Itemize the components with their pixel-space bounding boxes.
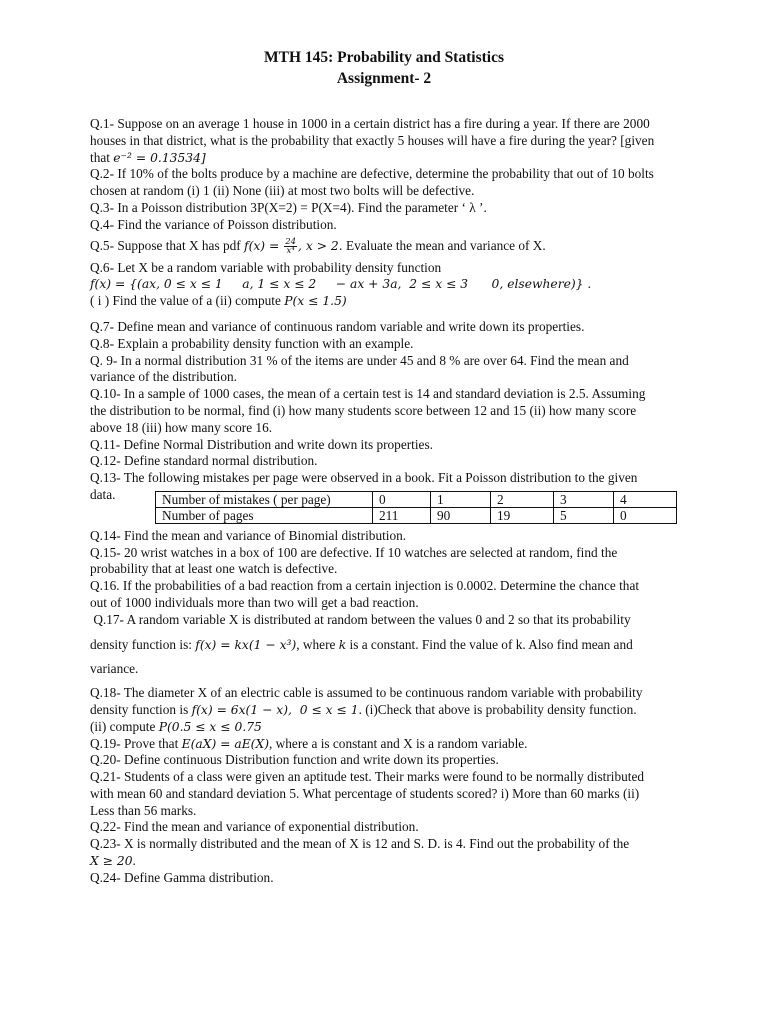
question-list: [90, 116, 700, 887]
q19: [90, 736, 700, 753]
q6-line-1: Q.6- Let X be a random variable with probability density function: [90, 259, 442, 275]
q17-math: f(x) = kx(1 − x³): [195, 637, 297, 652]
q20: Q.20- Define continuous Distribution function and write down its properties.: [90, 752, 499, 768]
q6-text: ( i ) Find the value of a (ii) compute: [90, 293, 285, 309]
q18-line-1: Q.18- The diameter X of an electric cable is assumed to be continuous random variable with probability: [90, 685, 643, 701]
q1-math: e⁻² = 0.13534]: [113, 150, 206, 165]
q24: Q.24- Define Gamma distribution.: [90, 869, 274, 885]
q11: Q.11- Define Normal Distribution and write down its properties.: [90, 436, 433, 452]
q19-text-b: , where a is constant and X is a random variable.: [269, 735, 528, 751]
q5-fraction: [284, 238, 297, 256]
q17-line-2: [90, 637, 700, 654]
q5-frac-den: x⁴: [286, 246, 295, 257]
q18-text-a: density function is: [90, 701, 192, 717]
table-row: [156, 491, 677, 507]
q6-math: P(x ≤ 1.5): [284, 294, 347, 309]
table-cell: 5: [554, 507, 614, 523]
q13-line-1: Q.13- The following mistakes per page were observed in a book. Fit a Poisson distribution to the given: [90, 470, 638, 486]
q18-math-2: P(0.5 ≤ x ≤ 0.75: [158, 719, 262, 734]
q12: Q.12- Define standard normal distribution.: [90, 453, 318, 469]
q18-text-b: . (i)Check that above is probability density function.: [358, 701, 637, 717]
q9-line-1: Q. 9- In a normal distribution 31 % of the items are under 45 and 8 % are over 64. Find the mean and: [90, 352, 629, 368]
q17-text-b: , where: [296, 636, 339, 652]
q23-line-2: [90, 853, 700, 870]
q1-text: that: [90, 149, 114, 165]
q3: Q.3- In a Poisson distribution 3P(X=2) = P(X=4). Find the parameter ‘ λ ’.: [90, 199, 487, 215]
q5-math-a: f(x) =: [244, 238, 284, 253]
table-cell: 0: [614, 507, 677, 523]
table-cell: 4: [614, 491, 677, 507]
q1-line-3: [90, 150, 700, 167]
table-cell: 2: [491, 491, 554, 507]
q6-line-2: [90, 276, 700, 293]
q17-k: k: [338, 637, 347, 652]
q16-line-2: out of 1000 individuals more than two will get a bad reaction.: [90, 594, 419, 610]
q5: [90, 238, 700, 256]
q1-line-2: houses in that district, what is the probability that exactly 5 houses will have a fire during the year? [given: [90, 132, 655, 148]
table-cell: 3: [554, 491, 614, 507]
q4: Q.4- Find the variance of Poisson distribution.: [90, 216, 337, 232]
table-cell: 211: [373, 507, 431, 523]
q14: Q.14- Find the mean and variance of Binomial distribution.: [90, 527, 407, 543]
q10-line-2: the distribution to be normal, find (i) how many students score between 12 and 15 (ii) how many score: [90, 402, 637, 418]
q23-line-1: Q.23- X is normally distributed and the mean of X is 12 and S. D. is 4. Find out the probability of the: [90, 836, 630, 852]
q5-math-b: , x > 2.: [298, 238, 343, 253]
q6-pdf-math: f(x) = {(ax, 0 ≤ x ≤ 1 a, 1 ≤ x ≤ 2 − ax + 3a, 2 ≤ x ≤ 3 0, elsewhere)} .: [90, 277, 592, 292]
q5-frac-num: 24: [285, 236, 297, 247]
table-cell: 0: [373, 491, 431, 507]
q18-text-c: (ii) compute: [90, 718, 159, 734]
q15-line-2: probability that at least one watch is defective.: [90, 561, 338, 577]
table-cell: Number of pages: [156, 507, 373, 523]
q21-line-2: with mean 60 and standard deviation 5. What percentage of students scored? i) More than 60 marks (ii): [90, 785, 640, 801]
q18-math: f(x) = 6x(1 − x), 0 ≤ x ≤ 1: [191, 702, 359, 717]
q17-text-c: is a constant. Find the value of k. Also find mean and: [346, 636, 633, 652]
q6-line-3: [90, 293, 700, 310]
q13-line-2: data.: [90, 486, 116, 502]
q10-line-3: above 18 (iii) how many score 16.: [90, 419, 273, 435]
q2-line-1: Q.2- If 10% of the bolts produce by a machine are defective, determine the probability that out of 10 bolts: [90, 166, 654, 182]
q17-text-a: density function is:: [90, 636, 196, 652]
q7: Q.7- Define mean and variance of continuous random variable and write down its properties.: [90, 318, 585, 334]
q23-text: .: [132, 853, 136, 869]
q10-line-1: Q.10- In a sample of 1000 cases, the mean of a certain test is 14 and standard deviation is 2.5. Assuming: [90, 386, 646, 402]
q9-line-2: variance of the distribution.: [90, 369, 237, 385]
q2-line-2: chosen at random (i) 1 (ii) None (iii) at most two bolts will be defective.: [90, 183, 475, 199]
assignment-title: Assignment- 2: [336, 70, 432, 87]
q16-line-1: Q.16. If the probabilities of a bad reaction from a certain injection is 0.0002. Determine the chance that: [90, 578, 640, 594]
q21-line-3: Less than 56 marks.: [90, 802, 197, 818]
course-title: MTH 145: Probability and Statistics: [264, 49, 504, 66]
table-row: [156, 507, 677, 523]
mistakes-table: [155, 491, 677, 524]
q17-line-1: Q.17- A random variable X is distributed at random between the values 0 and 2 so that its probability: [90, 611, 631, 627]
q5-text-b: Evaluate the mean and variance of X.: [342, 237, 546, 253]
q8: Q.8- Explain a probability density function with an example.: [90, 335, 414, 351]
q18-line-3: [90, 719, 700, 736]
q19-math: E(aX) = aE(X): [181, 736, 270, 751]
q1-line-1: Q.1- Suppose on an average 1 house in 1000 in a certain district has a fire during a year. If there are 2000: [90, 116, 650, 131]
q23-math: X ≥ 20: [90, 854, 133, 869]
table-cell: Number of mistakes ( per page): [156, 491, 373, 507]
table-cell: 19: [491, 507, 554, 523]
q21-line-1: Q.21- Students of a class were given an aptitude test. Their marks were found to be normally distributed: [90, 769, 645, 785]
q15-line-1: Q.15- 20 wrist watches in a box of 100 are defective. If 10 watches are selected at random, find the: [90, 544, 618, 560]
q19-text-a: Q.19- Prove that: [90, 735, 182, 751]
table-cell: 90: [431, 507, 491, 523]
q22: Q.22- Find the mean and variance of exponential distribution.: [90, 819, 419, 835]
q5-text-a: Q.5- Suppose that X has pdf: [90, 237, 245, 253]
q17-line-3: variance.: [90, 661, 139, 677]
q18-line-2: [90, 702, 700, 719]
table-cell: 1: [431, 491, 491, 507]
